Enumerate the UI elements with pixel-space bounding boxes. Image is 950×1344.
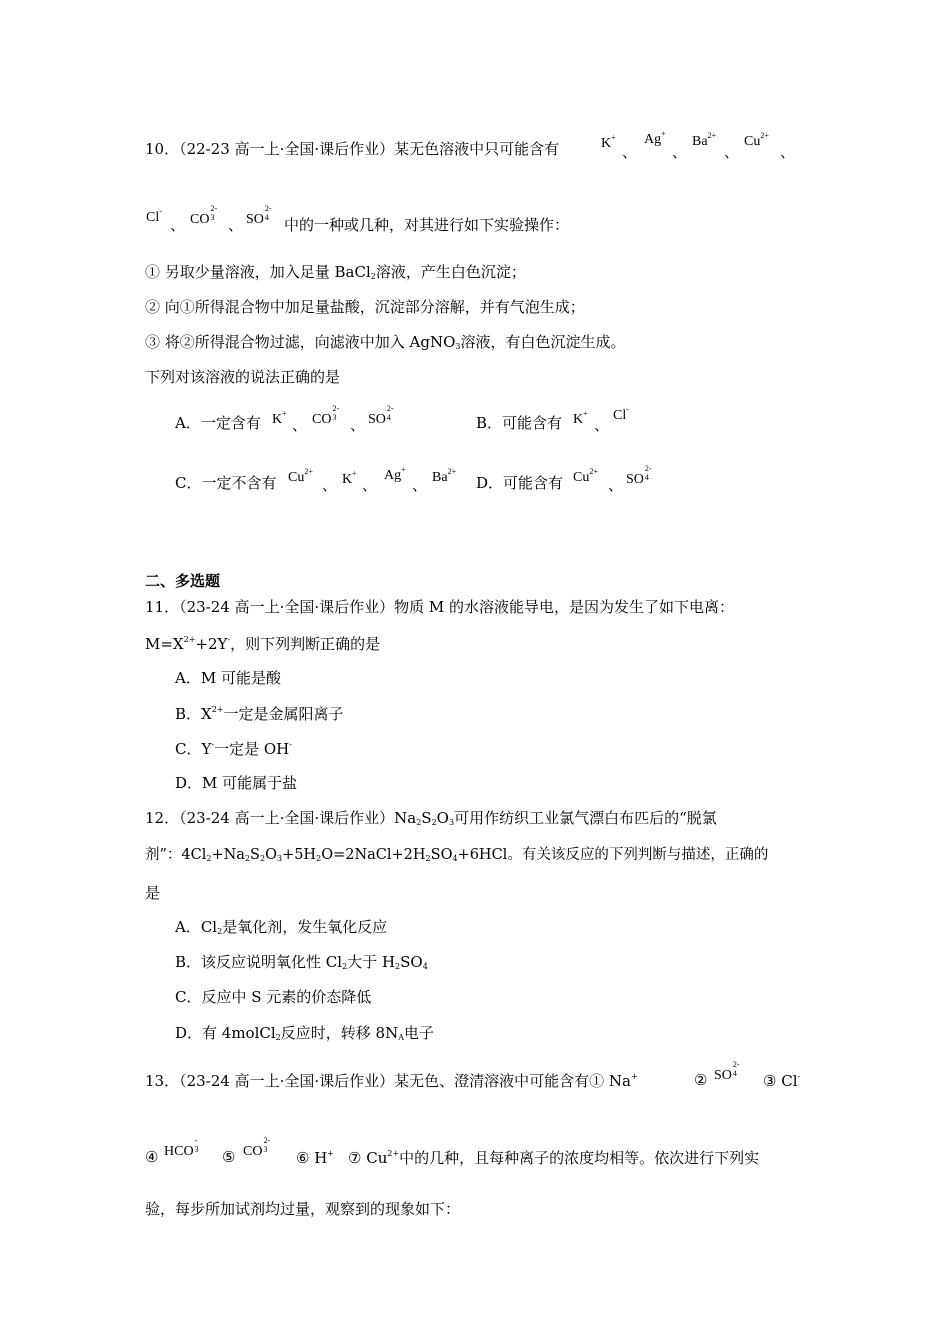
separator: 、 xyxy=(322,476,338,494)
ion-ba: $Ba^{2+}$ xyxy=(432,467,457,485)
ion-hco3: HCO- 3 xyxy=(164,1136,199,1159)
ion-cu: $Cu^{2+}$ xyxy=(288,467,313,485)
ion-k: K+ xyxy=(573,409,588,427)
ion-so4: SO2- 4 xyxy=(368,404,394,427)
q11-stem: 11．（23-24 高一上·全国·课后作业）物质 M 的水溶液能导电，是因为发生了如下电离： xyxy=(145,598,735,616)
separator: 、 xyxy=(412,476,428,494)
q13-stem-end: 验，每步所加试剂均过量，观察到的现象如下： xyxy=(145,1200,461,1218)
separator: 、 xyxy=(362,476,378,494)
q12-option-b[interactable]: B．该反应说明氧化性 $Cl_2$大于 $H_2SO_4$ xyxy=(175,953,428,971)
q12-option-c[interactable]: C．反应中 S 元素的价态降低 xyxy=(175,988,372,1006)
q13-stem: 13．（23-24 高一上·全国·课后作业）某无色、澄清溶液中可能含有① Na+ xyxy=(145,1072,638,1090)
q10-stem-cont: 中的一种或几种，对其进行如下实验操作： xyxy=(284,216,570,234)
ion-ag: Ag+ xyxy=(644,129,666,147)
q12-stem-end: 是 xyxy=(145,884,161,902)
ion-cu: $Cu^{2+}$ xyxy=(744,131,769,149)
q11-option-a[interactable]: A．M 可能是酸 xyxy=(175,669,281,687)
ion-cu: $Cu^{2+}$ xyxy=(573,467,598,485)
q11-option-b[interactable]: B．$X^{2+}$一定是金属阳离子 xyxy=(175,705,344,723)
q11-option-c[interactable]: C．Y-一定是 OH- xyxy=(175,740,292,758)
separator: 、 xyxy=(608,476,624,494)
ion-cl: Cl- xyxy=(146,207,162,225)
q10-stem: 10．（22-23 高一上·全国·课后作业）某无色溶液中只可能含有 xyxy=(145,140,560,158)
ion-k: K+ xyxy=(342,469,357,487)
q12-option-a[interactable]: A．$Cl_2$是氧化剂，发生氧化反应 xyxy=(175,918,388,936)
q13-ion-4-label: ④ xyxy=(145,1148,159,1166)
separator: 、 xyxy=(672,143,688,161)
q12-equation: 剂”：$4Cl_2+Na_2S_2O_3+5H_2O=2NaCl+2H_2SO_4+6HCl$。有关该反应的下列判断与描述，正确的 xyxy=(145,847,769,863)
ion-k: K+ xyxy=(272,409,287,427)
ion-ba: $Ba^{2+}$ xyxy=(692,131,717,149)
ion-cl: Cl- xyxy=(613,405,629,423)
ion-co3: CO2- 3 xyxy=(243,1136,271,1159)
ion-ag: Ag+ xyxy=(384,465,406,483)
separator: 、 xyxy=(780,143,796,161)
separator: 、 xyxy=(170,216,186,234)
q12-option-d[interactable]: D．有 4molCl$_2$反应时，转移 $8N_A$电子 xyxy=(175,1024,434,1042)
separator: 、 xyxy=(292,416,308,434)
q10-option-c[interactable]: C．一定不含有 xyxy=(175,474,277,492)
separator: 、 xyxy=(622,143,638,161)
q11-option-d[interactable]: D．M 可能属于盐 xyxy=(175,774,298,792)
q13-ion-6: ⑥ H+ xyxy=(296,1149,334,1167)
q10-option-d[interactable]: D．可能含有 xyxy=(476,474,564,492)
ion-k: K+ xyxy=(601,133,616,151)
separator: 、 xyxy=(724,143,740,161)
q10-option-a[interactable]: A．一定含有 xyxy=(175,414,261,432)
separator: 、 xyxy=(228,216,244,234)
q11-equation: $M=X^{2+}+2Y^-$，则下列判断正确的是 xyxy=(145,635,381,653)
separator: 、 xyxy=(350,416,366,434)
ion-so4: SO2- 4 xyxy=(246,204,272,227)
separator: 、 xyxy=(594,416,610,434)
ion-co3: CO2- 3 xyxy=(190,204,218,227)
q10-step3: ③ 将②所得混合物过滤，向滤液中加入 AgNO$_3$溶液，有白色沉淀生成。 xyxy=(145,333,626,351)
section-heading: 二、多选题 xyxy=(145,572,221,590)
q10-step1: ① 另取少量溶液，加入足量 BaCl$_2$溶液，产生白色沉淀； xyxy=(145,263,526,281)
q12-stem: 12．（23-24 高一上·全国·课后作业）$Na_2S_2O_3$可用作纺织工业氯气漂白布匹后的“脱氯 xyxy=(145,809,717,827)
ion-co3: CO2- 3 xyxy=(312,404,340,427)
q13-ion-7: ⑦ $Cu^{2+}$中的几种，且每种离子的浓度均相等。依次进行下列实 xyxy=(348,1149,760,1167)
q13-ion-3: ③ Cl- xyxy=(763,1072,801,1090)
q13-ion-5-label: ⑤ xyxy=(222,1148,236,1166)
q10-option-b[interactable]: B．可能含有 xyxy=(476,414,563,432)
q13-ion-2-label: ② xyxy=(694,1071,708,1089)
q10-question: 下列对该溶液的说法正确的是 xyxy=(145,368,341,386)
ion-so4: SO2- 4 xyxy=(626,464,652,487)
q10-step2: ② 向①所得混合物中加足量盐酸，沉淀部分溶解，并有气泡生成； xyxy=(145,298,585,316)
ion-so4: SO2- 4 xyxy=(714,1060,740,1083)
